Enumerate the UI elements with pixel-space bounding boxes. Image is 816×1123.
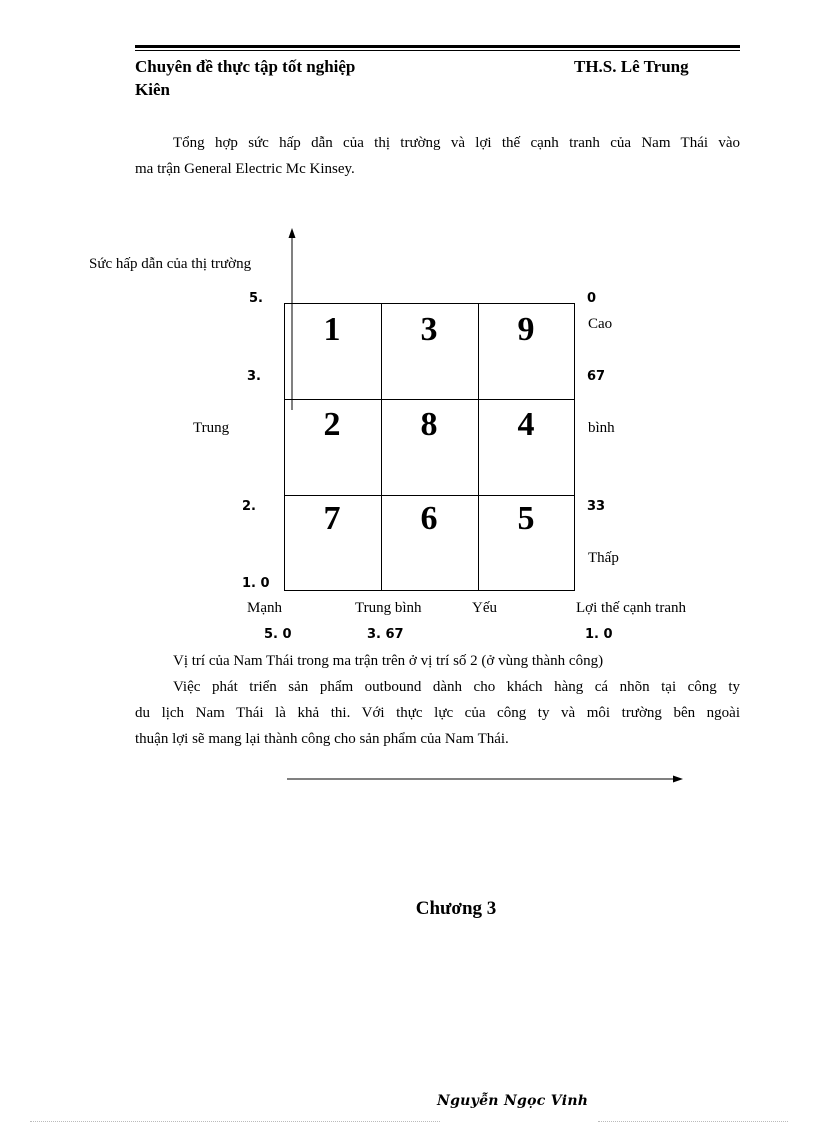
- grid-hline-1: [285, 399, 574, 400]
- right-value-top: 0: [587, 291, 597, 306]
- grid-hline-2: [285, 495, 574, 496]
- grid-vline-1: [381, 304, 382, 590]
- chapter-heading: Chương 3: [415, 898, 497, 919]
- left-value-upper: 3.: [247, 369, 261, 384]
- right-value-upper: 67: [587, 369, 606, 384]
- matrix-cell-r1c3: 9: [517, 311, 535, 348]
- ge-matrix-grid: [284, 303, 575, 591]
- header-author-continued: Kiên: [135, 80, 170, 99]
- matrix-cell-r3c3: 5: [517, 500, 535, 537]
- y-axis-title: Sức hấp dẫn của thị trường: [89, 256, 252, 272]
- matrix-cell-r2c1: 2: [323, 406, 341, 443]
- footer-dotted-rule-right: [598, 1121, 788, 1122]
- matrix-cell-r2c3: 4: [517, 406, 535, 443]
- body-line-2: du lịch Nam Thái là khả thi. Với thực lực của công ty và môi trường bên ngoài: [135, 705, 740, 721]
- left-value-lower: 2.: [242, 499, 256, 514]
- left-value-bottom: 1. 0: [242, 576, 270, 591]
- body-line-1: Việc phát triển sản phẩm outbound dành cho khách hàng cá nhõn tại công ty: [173, 679, 740, 695]
- body-line-3: thuận lợi sẽ mang lại thành công cho sản phẩm của Nam Thái.: [135, 731, 509, 747]
- col-label-weak: Yếu: [472, 600, 497, 616]
- bottom-value-right: 1. 0: [585, 627, 613, 642]
- position-line: Vị trí của Nam Thái trong ma trận trên ở vị trí số 2 (ở vùng thành công): [173, 653, 604, 669]
- body-paragraphs: [135, 648, 740, 752]
- row-label-mid-right: bình: [588, 420, 615, 436]
- intro-line-1: Tổng hợp sức hấp dẫn của thị trường và lợi thế cạnh tranh của Nam Thái vào: [173, 135, 740, 151]
- y-axis-arrowhead: [289, 228, 296, 238]
- left-value-top: 5.: [249, 291, 263, 306]
- matrix-cell-r2c2: 8: [420, 406, 438, 443]
- footer-signature: Nguyễn Ngọc Vinh: [437, 1093, 589, 1109]
- matrix-cell-r1c1: 1: [323, 311, 341, 348]
- x-axis-title: Lợi thế cạnh tranh: [576, 600, 686, 616]
- matrix-cell-r3c2: 6: [420, 500, 438, 537]
- grid-vline-2: [478, 304, 479, 590]
- row-label-high: Cao: [588, 316, 613, 332]
- intro-line-2: ma trận General Electric Mc Kinsey.: [135, 161, 355, 177]
- row-label-mid-left: Trung: [193, 420, 230, 436]
- right-value-lower: 33: [587, 499, 606, 514]
- header-title: Chuyên đề thực tập tốt nghiệp: [135, 57, 356, 76]
- col-label-medium: Trung bình: [355, 600, 422, 616]
- col-label-strong: Mạnh: [247, 600, 282, 616]
- matrix-cell-r1c2: 3: [420, 311, 438, 348]
- row-label-low: Thấp: [588, 550, 619, 566]
- x-axis-arrowhead: [673, 776, 683, 783]
- footer-dotted-rule-left: [30, 1121, 440, 1122]
- bottom-value-left: 5. 0: [264, 627, 292, 642]
- bottom-value-mid: 3. 67: [367, 627, 404, 642]
- header-author: TH.S. Lê Trung: [574, 57, 689, 76]
- matrix-cell-r3c1: 7: [323, 500, 341, 537]
